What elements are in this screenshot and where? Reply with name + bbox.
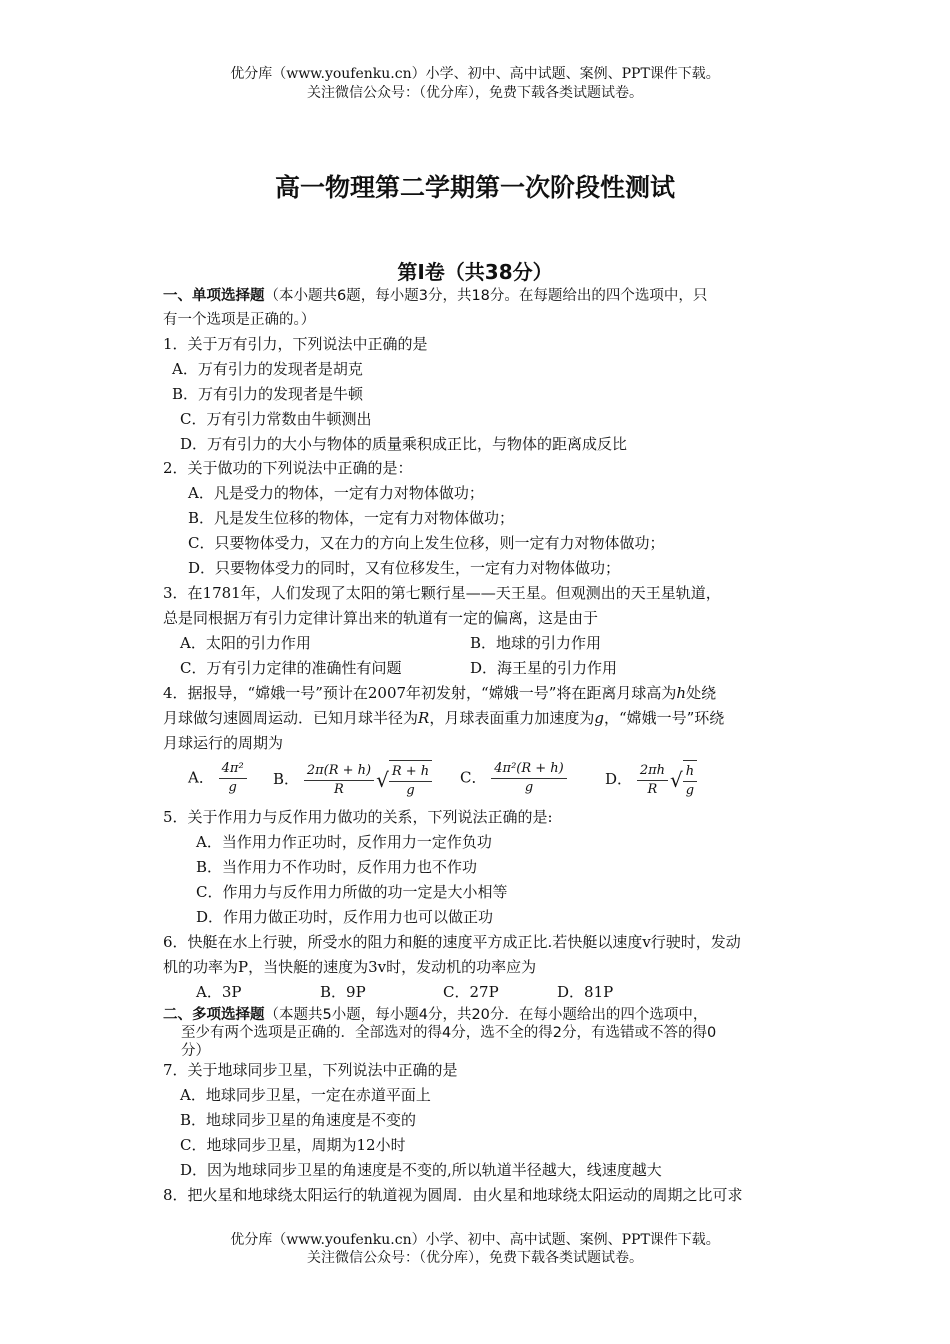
q4-option-b-fraction: [304, 762, 374, 799]
q4-option-d-root-fraction: [683, 763, 697, 800]
q6-option-d: D．81P: [557, 983, 614, 1001]
q3-option-d: D．海王星的引力作用: [470, 659, 618, 677]
section1-desc-b: 有一个选项是正确的。）: [163, 312, 316, 328]
q4-option-a-label: A．: [188, 768, 214, 787]
q3-stem-b: 总是同根据万有引力定律计算出来的轨道有一定的偏离，这是由于: [163, 609, 599, 627]
q2-stem: 2．关于做功的下列说法中正确的是：: [163, 459, 413, 477]
q4-option-b: [273, 760, 432, 800]
q7-option-c: C．地球同步卫星，周期为12小时: [180, 1136, 406, 1154]
q4-option-b-label: B．: [273, 770, 300, 788]
q4-option-c: [460, 760, 567, 797]
q4-stem-a2: 处绕: [686, 684, 717, 702]
q4-stem-a: [163, 682, 716, 704]
q7-stem: 7．关于地球同步卫星，下列说法中正确的是: [163, 1061, 458, 1079]
q7-option-d: D．因为地球同步卫星的角速度是不变的,所以轨道半径越大，线速度越大: [180, 1161, 662, 1179]
q5-option-a: A．当作用力作正功时，反作用力一定作负功: [196, 833, 492, 851]
q4-var-g: g: [594, 709, 604, 727]
q6-option-b: B．9P: [320, 983, 366, 1001]
q4-d-numerator: 2πh: [637, 762, 668, 781]
q1-option-a: A．万有引力的发现者是胡克: [172, 360, 363, 378]
q4-option-d: [605, 760, 697, 800]
q6-stem-b: 机的功率为P，当快艇的速度为3v时，发动机的功率应为: [163, 958, 537, 976]
q4-stem-b: [163, 707, 724, 729]
sqrt-icon: √: [376, 768, 389, 792]
q3-option-c: C．万有引力定律的准确性有问题: [180, 659, 402, 677]
header-line-1: 优分库（www.youfenku.cn）小学、初中、高中试题、案例、PPT课件下载。: [230, 66, 720, 82]
section1-desc-a: （本小题共6题，每小题3分，共18分。在每题给出的四个选项中，只: [264, 288, 708, 304]
q4-option-c-label: C．: [460, 768, 487, 787]
q3-option-b: B．地球的引力作用: [470, 634, 602, 652]
q4-a-numerator: 4π²: [219, 760, 247, 779]
section1-line-1: [163, 285, 707, 307]
section2-desc-c: 分）: [181, 1043, 210, 1059]
q4-d-root-numerator: h: [683, 763, 697, 782]
q1-option-d: D．万有引力的大小与物体的质量乘积成正比，与物体的距离成反比: [180, 435, 628, 453]
footer-line-1: 优分库（www.youfenku.cn）小学、初中、高中试题、案例、PPT课件下载。: [230, 1232, 720, 1248]
q3-stem-a: 3．在1781年，人们发现了太阳的第七颗行星——天王星。但观测出的天王星轨道，: [163, 584, 721, 602]
q2-option-c: C．只要物体受力，又在力的方向上发生位移，则一定有力对物体做功；: [188, 534, 665, 552]
q4-d-root-denominator: g: [685, 783, 695, 798]
q4-option-c-fraction: [491, 760, 567, 797]
q4-option-d-fraction: [637, 762, 668, 799]
q4-b-root-numerator: R + h: [389, 763, 432, 782]
q8-stem: 8．把火星和地球绕太阳运行的轨道视为圆周．由火星和地球绕太阳运动的周期之比可求: [163, 1186, 743, 1204]
q6-stem-a: 6．快艇在水上行驶，所受水的阻力和艇的速度平方成正比.若快艇以速度v行驶时，发动: [163, 933, 741, 951]
q4-stem-b2: ，月球表面重力加速度为: [429, 709, 595, 727]
sqrt-icon: √: [670, 768, 683, 792]
q1-option-c: C．万有引力常数由牛顿测出: [180, 410, 372, 428]
q1-stem: 1．关于万有引力，下列说法中正确的是: [163, 335, 428, 353]
q2-option-a: A．凡是受力的物体，一定有力对物体做功；: [188, 484, 484, 502]
q4-option-a: [188, 760, 247, 797]
q4-b-root-denominator: g: [406, 783, 415, 798]
q5-option-c: C．作用力与反作用力所做的功一定是大小相等: [196, 883, 508, 901]
q4-option-a-fraction: [219, 760, 247, 797]
q4-option-b-radicand: [389, 760, 432, 800]
q4-option-b-root-fraction: [389, 763, 432, 800]
section1-heading: 一、单项选择题: [163, 288, 265, 304]
header-line-2: 关注微信公众号：（优分库），免费下载各类试题试卷。: [307, 85, 643, 101]
q4-var-r: R: [418, 709, 430, 727]
q4-b-numerator: 2π(R + h): [304, 762, 374, 781]
footer-line-2: 关注微信公众号：（优分库），免费下载各类试题试卷。: [307, 1250, 643, 1266]
q4-d-denominator: R: [647, 781, 658, 797]
q7-option-b: B．地球同步卫星的角速度是不变的: [180, 1111, 417, 1129]
part-title: 第Ⅰ卷（共38分）: [397, 260, 553, 284]
q4-a-denominator: g: [228, 780, 237, 795]
q7-option-a: A．地球同步卫星，一定在赤道平面上: [180, 1086, 431, 1104]
q4-stem-b3: ，“嫦娥一号”环绕: [603, 709, 725, 727]
q4-var-h: h: [676, 684, 687, 702]
q4-b-denominator: R: [334, 781, 344, 797]
section2-heading: 二、多项选择题: [163, 1007, 265, 1023]
q1-option-b: B．万有引力的发现者是牛顿: [172, 385, 364, 403]
q2-option-d: D．只要物体受力的同时，又有位移发生，一定有力对物体做功；: [188, 559, 621, 577]
section2-desc-b: 至少有两个选项是正确的．全部选对的得4分，选不全的得2分，有选错或不答的得0: [181, 1025, 717, 1041]
q2-option-b: B．凡是发生位移的物体，一定有力对物体做功；: [188, 509, 515, 527]
q5-stem: 5．关于作用力与反作用力做功的关系，下列说法正确的是:: [163, 808, 553, 826]
q6-option-a: A．3P: [196, 983, 242, 1001]
q4-c-numerator: 4π²(R + h): [491, 760, 567, 779]
q4-stem-c: 月球运行的周期为: [163, 734, 284, 752]
q4-stem-a1: 4．据报导，“嫦娥一号”预计在2007年初发射，“嫦娥一号”将在距离月球高为: [163, 684, 677, 702]
page-title: 高一物理第二学期第一次阶段性测试: [274, 173, 675, 202]
q6-option-c: C．27P: [443, 983, 499, 1001]
q5-option-d: D．作用力做正功时，反作用力也可以做正功: [196, 908, 494, 926]
q4-option-d-label: D．: [605, 770, 633, 788]
q5-option-b: B．当作用力不作功时，反作用力也不作功: [196, 858, 478, 876]
q4-stem-b1: 月球做匀速圆周运动．已知月球半径为: [163, 709, 419, 727]
q4-c-denominator: g: [524, 780, 534, 795]
q3-option-a: A．太阳的引力作用: [180, 634, 311, 652]
section2-desc-a: （本题共5小题，每小题4分，共20分．在每小题给出的四个选项中，: [264, 1007, 708, 1023]
q4-option-d-radicand: [683, 760, 697, 800]
